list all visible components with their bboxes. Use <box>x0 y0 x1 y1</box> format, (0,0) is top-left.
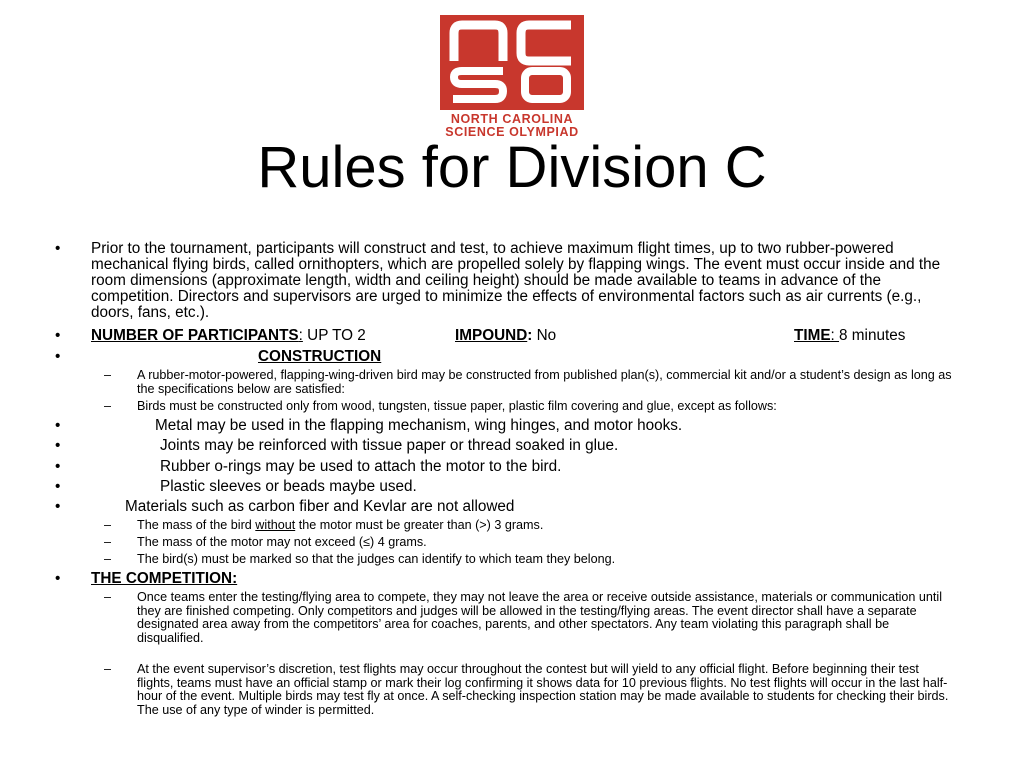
competition-item-area-text: Once teams enter the testing/flying area to compete, they may not leave the area or receive outside assistance, materials or communication until they are finished competing. Only competitors and judges will be allowed in the testing/flying areas. The event director shall have a separate designated area away from the competitors’ area for coaches, parents, and other spectators. Any team violating this paragraph shall be disqualified. <box>137 590 943 645</box>
impound-colon: : <box>527 327 533 344</box>
competition-bullet <box>91 571 953 587</box>
impound-value: No <box>532 327 557 344</box>
competition-heading: THE COMPETITION: <box>91 570 238 587</box>
participants-label: NUMBER OF PARTICIPANTS <box>91 327 299 344</box>
time-colon: : <box>830 327 840 344</box>
construction-item-materials <box>137 400 953 414</box>
mass-bird-text-b: the motor must be greater than (>) 3 grams. <box>295 518 544 532</box>
marked-item <box>137 553 953 567</box>
plastic-bullet <box>91 479 953 495</box>
joints-bullet <box>91 438 953 454</box>
metal-text: Metal may be used in the flapping mechanism, wing hinges, and motor hooks. <box>155 417 683 434</box>
plastic-text: Plastic sleeves or beads maybe used. <box>160 478 417 495</box>
ncso-logo <box>440 15 584 139</box>
construction-bullet <box>91 349 953 365</box>
time-value: 8 minutes <box>839 327 906 344</box>
time-label: TIME <box>794 327 831 344</box>
joints-text: Joints may be reinforced with tissue paper or thread soaked in glue. <box>160 437 619 454</box>
logo-letters-graphic <box>440 15 584 110</box>
slide-title: Rules for Division C <box>257 135 767 200</box>
intro-text: Prior to the tournament, participants will construct and test, to achieve maximum flight times, up to two rubber-powered mechanical flying birds, called ornithopters, which are propelled solely by flapping wings. The event must occur inside and the room dimensions (approximate length, width and ceiling height) should be made available to teams in advance of the competition. Directors and supervisors are urged to minimize the effects of environmental factors such as air currents (e.g., doors, fans, etc.). <box>91 240 941 321</box>
rubber-text: Rubber o-rings may be used to attach the motor to the bird. <box>160 458 562 475</box>
rubber-bullet <box>91 459 953 475</box>
participants-colon: : <box>298 327 303 344</box>
metal-bullet <box>91 418 953 434</box>
competition-item-test-flights-text: At the event supervisor’s discretion, test flights may occur throughout the contest but will yield to any official flight. Before beginning their test flights, teams must have an official stamp or mark their log confirming it shows data for 10 previous flights. No test flights will occur in the last half-hour of the event. Multiple birds may test fly at once. A self-checking inspection station may be made available to students for checking their birds. The use of any type of winder is permitted. <box>137 662 949 717</box>
impound-label: IMPOUND <box>455 327 528 344</box>
mass-bird-item <box>137 519 953 533</box>
marked-text: The bird(s) must be marked so that the judges can identify to which team they belong. <box>137 552 616 566</box>
competition-item-test-flights <box>137 663 953 717</box>
construction-heading: CONSTRUCTION <box>258 348 382 365</box>
construction-item-plans <box>137 369 953 396</box>
competition-item-area <box>137 591 953 645</box>
impound-group <box>455 328 556 344</box>
participants-value: UP TO 2 <box>302 327 366 344</box>
intro-bullet <box>91 241 953 321</box>
construction-item-materials-text: Birds must be constructed only from wood, tungsten, tissue paper, plastic film covering and glue, except as follows: <box>137 399 777 413</box>
materials-text: Materials such as carbon fiber and Kevlar are not allowed <box>125 498 515 515</box>
mass-bird-text-without: without <box>255 518 296 532</box>
mass-motor-item <box>137 536 953 550</box>
construction-item-plans-text: A rubber-motor-powered, flapping-wing-driven bird may be constructed from published plan(s), commercial kit and/or a student’s design as long as the specifications below are satisfied: <box>137 368 952 396</box>
mass-bird-text-a: The mass of the bird <box>137 518 256 532</box>
logo-text-line2: SCIENCE OLYMPIAD <box>445 125 579 139</box>
participants-bullet <box>91 328 953 344</box>
time-group <box>794 328 905 344</box>
mass-motor-text: The mass of the motor may not exceed (≤) 4 grams. <box>137 535 427 549</box>
logo-text-line1: NORTH CAROLINA <box>450 112 574 126</box>
materials-bullet <box>91 499 953 515</box>
